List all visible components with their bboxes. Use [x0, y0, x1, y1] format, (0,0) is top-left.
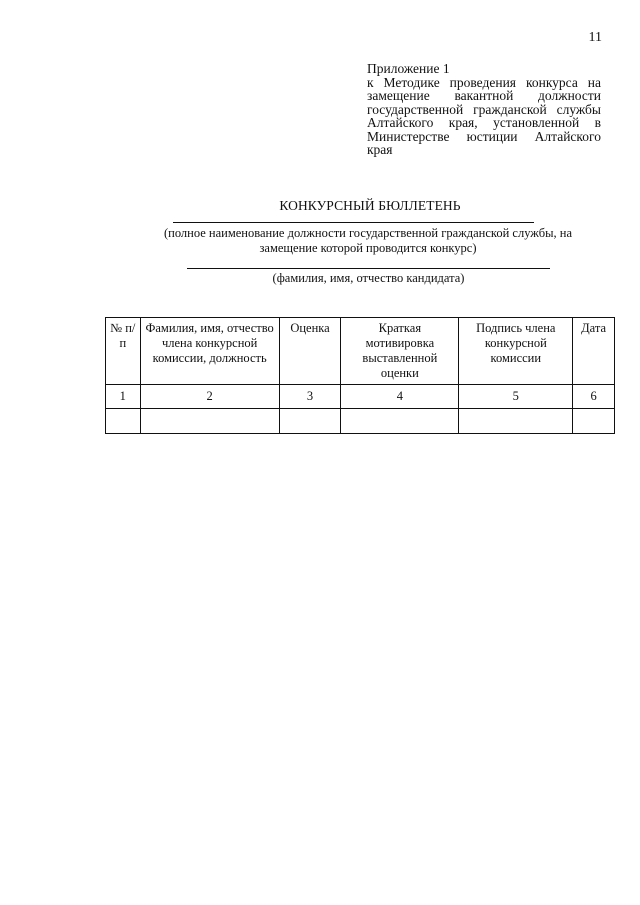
- position-caption: (полное наименование должности государственной гражданской службы, на замещение которой проводится конкурс): [163, 226, 572, 255]
- page-number: 11: [588, 30, 602, 45]
- table-row: [106, 409, 615, 434]
- table-header-row: [106, 318, 615, 385]
- header-signature: Подпись члена конкурсной комиссии: [459, 318, 573, 385]
- header-number: № п/п: [106, 318, 141, 385]
- column-number-3: 3: [279, 385, 341, 409]
- column-number-1: 1: [106, 385, 141, 409]
- table-cell: [279, 409, 341, 434]
- column-number-2: 2: [140, 385, 279, 409]
- ballot-table: [105, 317, 615, 434]
- ballot-title: КОНКУРСНЫЙ БЮЛЛЕТЕНЬ: [279, 198, 461, 213]
- candidate-fill-line: [187, 268, 550, 269]
- table-cell: [573, 409, 615, 434]
- header-member-name: Фамилия, имя, отчество члена конкурсной комиссии, должность: [140, 318, 279, 385]
- appendix-block: [367, 62, 601, 157]
- column-number-4: 4: [341, 385, 459, 409]
- table-cell: [106, 409, 141, 434]
- column-number-5: 5: [459, 385, 573, 409]
- position-fill-line: [173, 222, 534, 223]
- candidate-caption: (фамилия, имя, отчество кандидата): [272, 271, 465, 285]
- appendix-body: к Методике проведения конкурса на замещение вакантной должности государственной гражданской службы Алтайского края, установленной в Министерстве юстиции Алтайского края: [367, 74, 601, 157]
- appendix-title: Приложение 1: [367, 61, 450, 76]
- table-cell: [459, 409, 573, 434]
- table-row-numbers: [106, 385, 615, 409]
- column-number-6: 6: [573, 385, 615, 409]
- header-score: Оценка: [279, 318, 341, 385]
- table-cell: [341, 409, 459, 434]
- table-cell: [140, 409, 279, 434]
- header-date: Дата: [573, 318, 615, 385]
- header-motivation: Краткая мотивировка выставленной оценки: [341, 318, 459, 385]
